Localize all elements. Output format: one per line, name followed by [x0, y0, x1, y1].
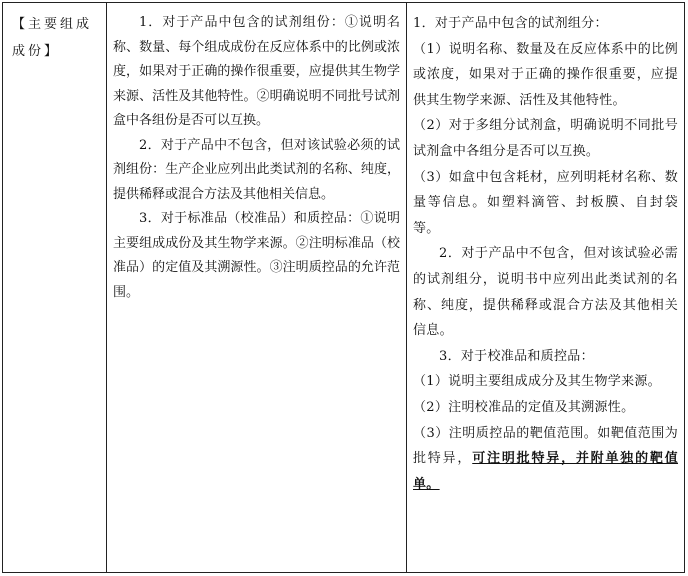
- right-item-3-3: [413, 421, 678, 498]
- right-item-3-3-emphasis: 可注明批特异，并附单独的靶值单。: [413, 451, 679, 492]
- left-item-3: 3．对于标准品（校准品）和质控品：①说明主要组成成份及其生物学来源。②注明标准品（校准品）的定值及其溯源性。③注明质控品的允许范围。: [113, 211, 400, 300]
- right-item-2: 2．对于产品中不包含，但对该试验必需的试剂组分，说明书中应列出此类试剂的名称、纯度，提供稀释或混合方法及其他相关信息。: [413, 246, 678, 339]
- revised-requirements-column: [407, 3, 684, 572]
- right-item-1-2: （2）对于多组分试剂盒，明确说明不同批号试剂盒中各组分是否可以互换。: [413, 118, 678, 159]
- right-item-3: 3．对于校准品和质控品：: [439, 348, 594, 364]
- left-item-2: 2．对于产品中不包含，但对该试验必须的试剂组份：生产企业应列出此类试剂的名称、纯度，提供稀释或混合方法及其他相关信息。: [113, 137, 400, 202]
- original-requirements-column: [107, 3, 407, 572]
- left-item-1: 1．对于产品中包含的试剂组份：①说明名称、数量、每个组成成份在反应体系中的比例或浓度，如果对于正确的操作很重要，应提供其生物学来源、活性及其他特性。②明确说明不同批号试剂盒中各组份是否可以互换。: [113, 15, 400, 128]
- right-item-1-3: （3）如盒中包含耗材，应列明耗材名称、数量等信息。如塑料滴管、封板膜、自封袋等。: [413, 169, 678, 236]
- right-item-1: 1．对于产品中包含的试剂组分：: [413, 16, 608, 31]
- right-item-1-1: （1）说明名称、数量及在反应体系中的比例或浓度，如果对于正确的操作很重要，应提供其生物学来源、活性及其他特性。: [413, 41, 678, 108]
- right-item-3-1: （1）说明主要组成成分及其生物学来源。: [413, 374, 661, 390]
- heading-column: [3, 3, 107, 572]
- right-item-3-2: （2）注明校准品的定值及其溯源性。: [413, 399, 635, 415]
- right-item-3-3-text: （3）注明质控品的靶值范围。如靶值范围为批特异，: [413, 425, 678, 467]
- requirements-table: [2, 2, 685, 573]
- section-heading: 【主要组成成份】: [12, 17, 93, 59]
